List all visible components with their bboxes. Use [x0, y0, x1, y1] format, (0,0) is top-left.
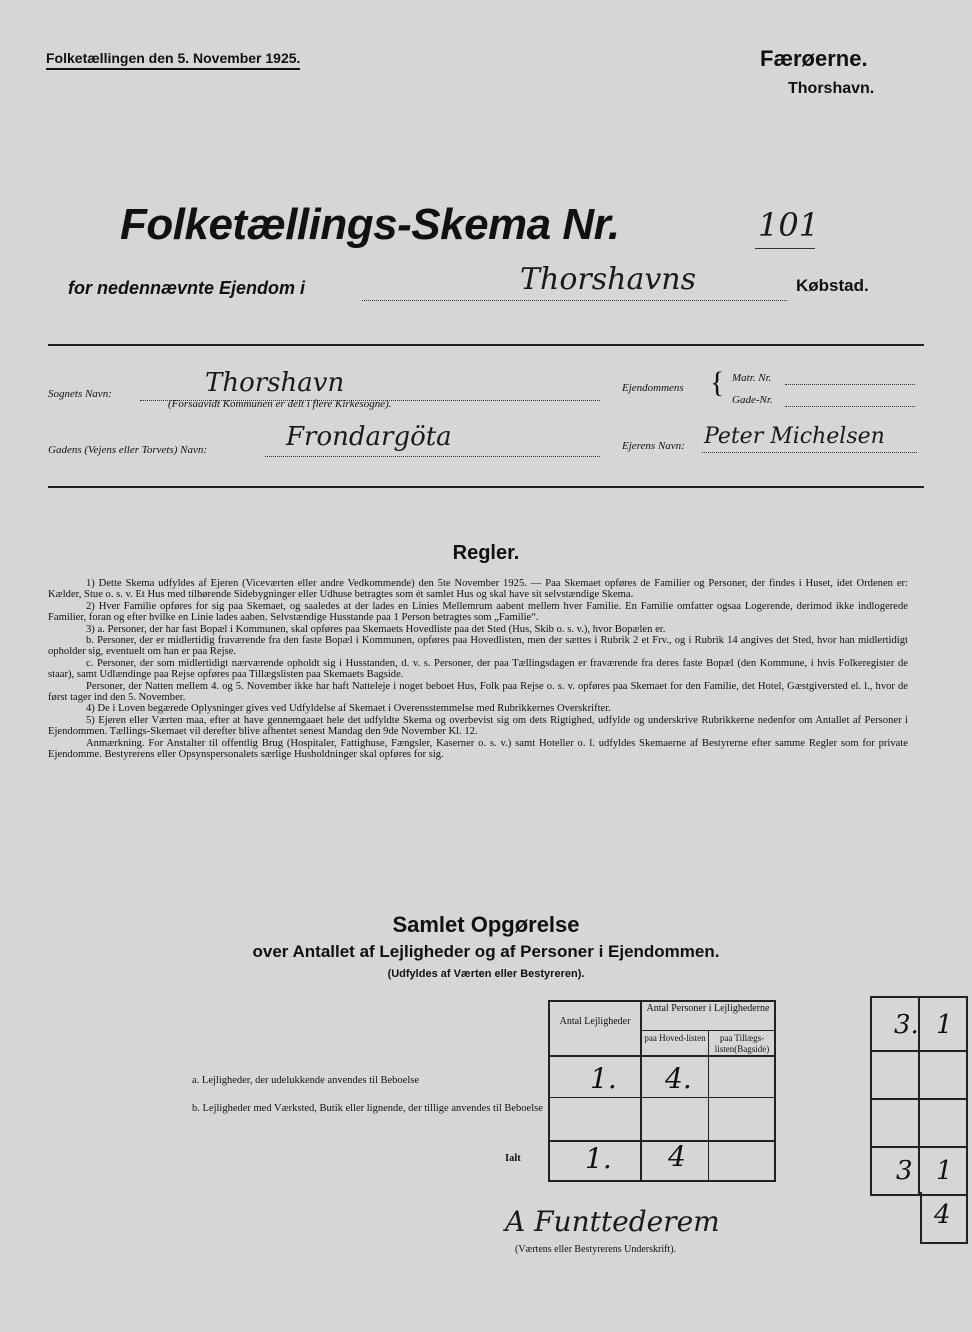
- street-line: [265, 456, 600, 457]
- parish-label: Sognets Navn:: [48, 388, 112, 400]
- parish-handwritten: Thorshavn: [205, 368, 345, 398]
- parish-note: (Forsaavidt Kommunen er delt i flere Kirkesogne).: [168, 398, 392, 410]
- property-fields-label: Ejendommens: [622, 382, 684, 394]
- total-label: Ialt: [505, 1153, 521, 1164]
- col-persons-header: Antal Personer i Lejlighederne: [646, 1003, 770, 1014]
- col-main-header: paa Hoved-listen: [644, 1033, 706, 1043]
- rule-paragraph: 1) Dette Skema udfyldes af Ejeren (Viceværten eller andre Vedkommende) den 5te November 1925. — Paa Skemaet opføres de Familier og Personer, der findes i Huset, idet Ordenen er: Kælder, Stue o. s. v. Et Hus med tilhørende Sidebygninger eller Udhuse betragtes som ét samlet Hus og skal have sit selvstændige Skema.: [48, 578, 908, 601]
- matr-label: Matr. Nr.: [732, 372, 772, 384]
- rules-text: [48, 578, 908, 761]
- margin-tally-grid: [870, 996, 968, 1196]
- owner-line: [702, 452, 917, 453]
- row-a-apartments-handwritten: 1.: [590, 1062, 617, 1095]
- street-handwritten: Frondargöta: [286, 422, 452, 452]
- form-number-line: [755, 248, 815, 249]
- tally-row1-b: 1: [936, 1010, 953, 1040]
- koebstad-label: Købstad.: [796, 276, 869, 295]
- gade-line: [785, 406, 915, 407]
- form-number-handwritten: 101: [758, 206, 820, 244]
- gade-label: Gade-Nr.: [732, 394, 773, 406]
- owner-handwritten: Peter Michelsen: [704, 424, 885, 449]
- property-town-line: [362, 300, 787, 301]
- form-title: Folketællings-Skema Nr.: [120, 200, 620, 249]
- divider-middle: [48, 486, 924, 488]
- property-town-handwritten: Thorshavns: [520, 262, 697, 297]
- row-a-label: a. Lejligheder, der udelukkende anvendes til Beboelse: [192, 1075, 419, 1086]
- tally-row3: 4: [934, 1200, 951, 1230]
- rule-paragraph: c. Personer, der som midlertidigt nærværende opholdt sig i Husstanden, d. v. s. Personer, der paa Tællingsdagen er fraværende fra deres faste Bopæl (den Kommune, i hvis Folkeregister de staar), samt Udlændinge paa Rejse opføres paa Tillægslisten paa Skemaets Bagside.: [48, 657, 908, 681]
- street-label: Gadens (Vejens eller Torvets) Navn:: [48, 444, 208, 456]
- census-date-header: Folketællingen den 5. November 1925.: [46, 50, 300, 70]
- row-b-label: b. Lejligheder med Værksted, Butik eller lignende, der tillige anvendes til Beboelse: [192, 1103, 543, 1114]
- rule-paragraph: Personer, der Natten mellem 4. og 5. November ikke har haft Natteleje i noget beboet Hus, Folk paa Rejse o. s. v. opføres paa Skemaet for den Familie, det Hotel, Gæstgiversted el. l., hvor de først tager ind den 5. November.: [48, 680, 908, 704]
- property-brace: {: [710, 366, 725, 399]
- total-main-handwritten: 4: [668, 1140, 686, 1173]
- owner-label: Ejerens Navn:: [622, 440, 685, 452]
- property-label: for nedennævnte Ejendom i: [68, 278, 306, 298]
- rule-paragraph: 5) Ejeren eller Værten maa, efter at have gennemgaaet hele det udfyldte Skema og overbevist sig om dets Rigtighed, udfylde og underskrive Rubrikkerne nedenfor om Antallet af Personer i Ejendommen. Tællings-Skemaet vil derefter blive afhentet senest Mandag den 9de November Kl. 12.: [48, 714, 908, 738]
- rule-paragraph: Anmærkning. For Anstalter til offentlig Brug (Hospitaler, Fattighuse, Fængsler, Kaserner o. s. v.) samt Hoteller o. l. udfyldes Skemaerne af Bestyrerne efter samme Regler som for private Ejendomme. Bestyrerens eller Opsynspersonalets særlige Husholdninger skal opføres for sig.: [48, 737, 908, 761]
- total-apartments-handwritten: 1.: [585, 1142, 612, 1175]
- rules-title: Regler.: [452, 542, 520, 564]
- region-header: Færøerne.: [760, 46, 868, 71]
- tally-row2-b: 1: [936, 1156, 953, 1186]
- rule-paragraph: 4) De i Loven begærede Oplysninger gives ved Udfyldelse af Skemaet i Overensstemmelse med Rubrikkernes Overskrifter.: [86, 703, 611, 715]
- rule-paragraph: 3) a. Personer, der har fast Bopæl i Kommunen, skal opføres paa Skemaets Hovedliste paa det Sted (Hus, Skib o. s. v.), hvor Bopælen er.: [86, 623, 666, 635]
- summary-title: Samlet Opgørelse: [392, 912, 580, 937]
- signature-caption: (Værtens eller Bestyrerens Underskrift).: [515, 1244, 677, 1255]
- summary-note: (Udfyldes af Værten eller Bestyreren).: [387, 968, 585, 980]
- col-apartments-header: Antal Lejligheder: [559, 1016, 631, 1027]
- town-header: Thorshavn.: [788, 80, 875, 97]
- margin-tally-total-box: [920, 1192, 968, 1244]
- tally-row2-a: 3: [896, 1156, 913, 1186]
- divider-top: [48, 344, 924, 346]
- col-supp-header: paa Tillægs-listen(Bagside): [714, 1033, 770, 1054]
- rule-paragraph: 2) Hver Familie opføres for sig paa Skemaet, og saaledes at der lades en Linies Mellemrum aabent mellem hver Familie. En Familie omfatter ogsaa Logerende, derimod ikke indlogerede Familier, foran og efter hvilke en Linie lades aaben. Selvstændige Husstande paa 1 Person betragtes som „Familie“.: [48, 600, 908, 624]
- summary-subtitle: over Antallet af Lejligheder og af Personer i Ejendommen.: [252, 942, 720, 961]
- row-a-main-handwritten: 4.: [665, 1062, 692, 1095]
- matr-line: [785, 384, 915, 385]
- tally-row1-a: 3.: [894, 1010, 919, 1040]
- signature-handwritten: A Funttederem: [505, 1205, 720, 1238]
- rule-paragraph: b. Personer, der er midlertidig fraværende fra den faste Bopæl i Kommunen, opføres paa Hovedlisten, men der sættes i Rubrik 2 et Frv., og i Rubrik 14 angives det Sted, hvor han midlertidigt opholder sig, eventuelt om han er paa Rejse.: [48, 635, 908, 658]
